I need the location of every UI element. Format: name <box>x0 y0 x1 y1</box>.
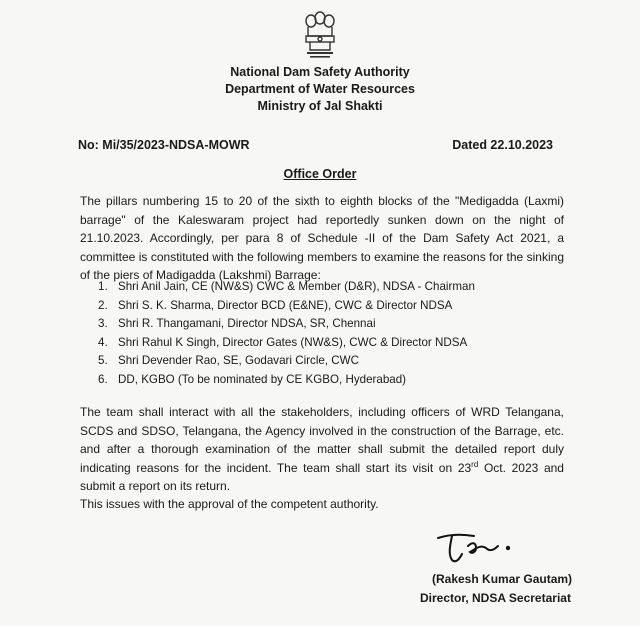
signatory-designation: Director, NDSA Secretariat <box>420 591 571 605</box>
member-text: Shri Rahul K Singh, Director Gates (NW&S), CWC & Director NDSA <box>118 335 468 349</box>
instructions-text-end: Oct. 2023 and submit a report on its return. <box>80 460 564 494</box>
approval-paragraph: This issues with the approval of the competent authority. <box>80 497 379 511</box>
authority-name: National Dam Safety Authority <box>230 65 410 79</box>
intro-paragraph: The pillars numbering 15 to 20 of the sixth to eighth blocks of the "Medigadda (Laxmi) barrage" of the Kaleswaram project had reportedly sunken down on the night of 21.10.2023. Accordingly, per para 8 of Schedule -II of the Dam Safety Act 2021, a committee is constituted with the following members to examine the reasons for the sinking of the piers of Madigadda (Lakshmi) Barrage: <box>80 194 564 283</box>
list-number: 6. <box>98 372 108 386</box>
document-title: Office Order <box>283 167 357 181</box>
list-item <box>98 352 475 371</box>
list-item <box>98 334 475 353</box>
list-number: 4. <box>98 335 108 349</box>
list-item <box>98 371 475 390</box>
list-number: 1. <box>98 280 108 293</box>
instructions-text: The team shall interact with all the stakeholders, including officers of WRD Telangana, SCDS and SDSO, Telangana, the Agency involved in the construction of the Barrage, etc. and after a thorough examination of the matter shall submit the detailed report duly indicating reasons for the incident. The team shall start its visit on 23 <box>80 405 564 475</box>
letterhead <box>0 64 640 115</box>
list-number: 3. <box>98 317 108 331</box>
instructions-paragraph <box>80 403 564 496</box>
national-emblem-icon <box>296 6 344 62</box>
member-text: DD, KGBO (To be nominated by CE KGBO, Hyderabad) <box>118 372 407 386</box>
handwritten-signature-icon <box>432 528 522 568</box>
committee-member-list <box>98 278 475 390</box>
list-item <box>98 278 475 297</box>
list-item <box>98 315 475 334</box>
reference-number: No: Mi/35/2023-NDSA-MOWR <box>78 138 250 152</box>
list-number: 2. <box>98 298 108 312</box>
reference-line <box>78 138 553 152</box>
member-text: Shri Devender Rao, SE, Godavari Circle, CWC <box>118 354 359 368</box>
signatory-name: (Rakesh Kumar Gautam) <box>432 572 573 586</box>
member-text: Shri R. Thangamani, Director NDSA, SR, Chennai <box>118 317 376 331</box>
ministry-name: Ministry of Jal Shakti <box>257 99 383 113</box>
member-text: Shri S. K. Sharma, Director BCD (E&NE), CWC & Director NDSA <box>118 298 453 312</box>
department-name: Department of Water Resources <box>225 82 415 96</box>
ordinal-suffix: rd <box>471 459 479 469</box>
member-text: Shri Anil Jain, CE (NW&S) CWC & Member (D&R), NDSA - Chairman <box>118 280 475 293</box>
list-item <box>98 297 475 316</box>
list-number: 5. <box>98 354 108 368</box>
order-date: Dated 22.10.2023 <box>452 138 553 152</box>
